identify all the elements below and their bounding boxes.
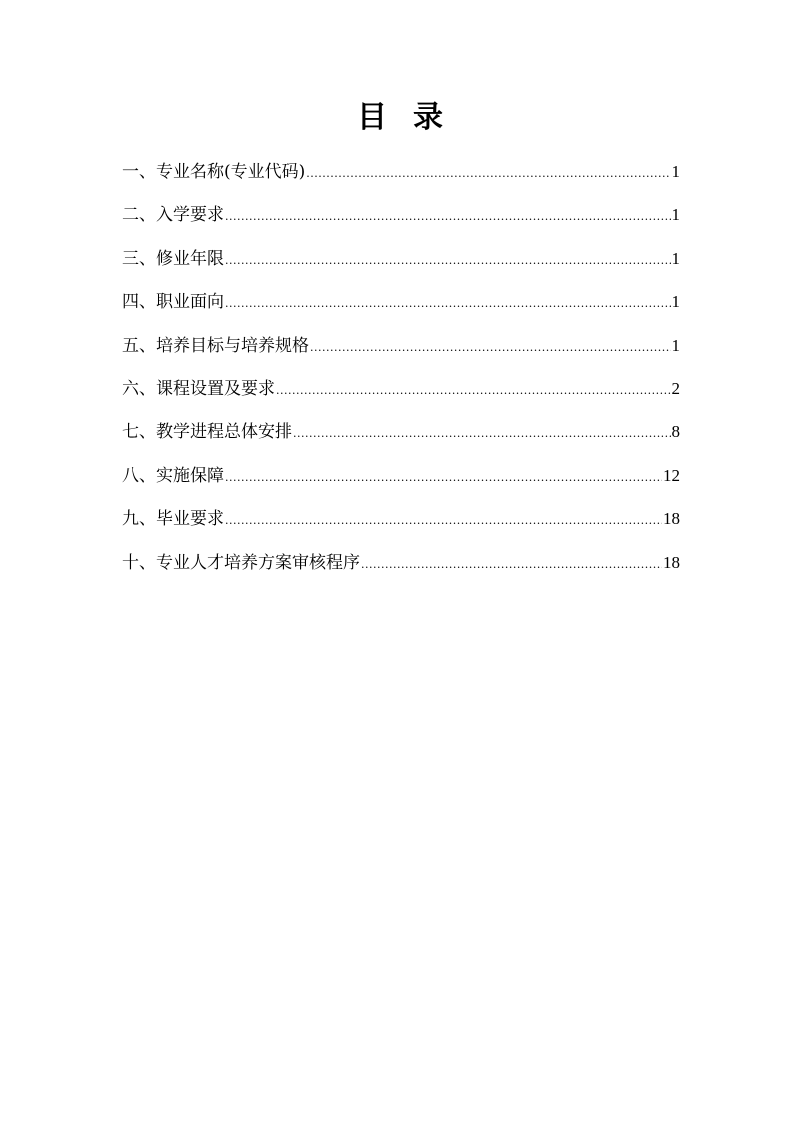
toc-entry-label: 九、毕业要求 bbox=[122, 509, 224, 530]
toc-dot-leader bbox=[306, 156, 670, 192]
toc-entry-page: 1 bbox=[671, 335, 680, 355]
toc-dot-leader bbox=[225, 503, 662, 539]
toc-dot-leader bbox=[361, 547, 662, 583]
toc-entry-page: 1 bbox=[671, 292, 680, 312]
toc-entry-page: 8 bbox=[671, 422, 680, 442]
toc-entry-8[interactable] bbox=[122, 458, 680, 501]
toc-dot-leader bbox=[276, 373, 671, 409]
toc-dot-leader bbox=[225, 199, 671, 235]
toc-title bbox=[0, 96, 800, 140]
toc-entry-label: 十、专业人才培养方案审核程序 bbox=[122, 552, 360, 573]
toc-entry-2[interactable] bbox=[122, 197, 680, 240]
toc-entry-label: 一、专业名称(专业代码) bbox=[122, 162, 306, 182]
toc-dot-leader bbox=[225, 243, 671, 279]
toc-entry-10[interactable] bbox=[122, 545, 680, 588]
toc-entry-page: 18 bbox=[663, 552, 680, 572]
toc-entry-page: 1 bbox=[671, 248, 680, 268]
toc-entry-page: 2 bbox=[671, 378, 680, 398]
toc-dot-leader bbox=[293, 416, 671, 452]
toc-entry-label: 五、培养目标与培养规格 bbox=[122, 335, 309, 356]
toc-dot-leader bbox=[225, 286, 671, 322]
toc-entry-page: 1 bbox=[671, 162, 680, 181]
toc-entry-9[interactable] bbox=[122, 501, 680, 544]
toc-entry-label: 四、职业面向 bbox=[122, 292, 224, 313]
toc-entry-label: 八、实施保障 bbox=[122, 465, 224, 486]
toc-title-char: 录 bbox=[413, 100, 443, 135]
toc-entry-3[interactable] bbox=[122, 241, 680, 284]
toc-entry-label: 六、课程设置及要求 bbox=[122, 378, 275, 399]
toc-entry-4[interactable] bbox=[122, 284, 680, 327]
toc-entry-page: 1 bbox=[671, 205, 680, 225]
toc-entry-page: 18 bbox=[663, 509, 680, 529]
toc-entry-6[interactable] bbox=[122, 371, 680, 414]
toc-entry-1[interactable] bbox=[122, 154, 680, 197]
toc-entry-page: 12 bbox=[663, 465, 680, 485]
toc-entry-5[interactable] bbox=[122, 328, 680, 371]
toc-entry-label: 七、教学进程总体安排 bbox=[122, 422, 292, 443]
toc-dot-leader bbox=[225, 460, 662, 496]
toc-entry-label: 二、入学要求 bbox=[122, 205, 224, 226]
toc-dot-leader bbox=[310, 330, 671, 366]
toc-title-char: 目 bbox=[357, 100, 387, 135]
toc-entry-label: 三、修业年限 bbox=[122, 248, 224, 269]
toc-list bbox=[122, 154, 680, 588]
toc-entry-7[interactable] bbox=[122, 414, 680, 457]
